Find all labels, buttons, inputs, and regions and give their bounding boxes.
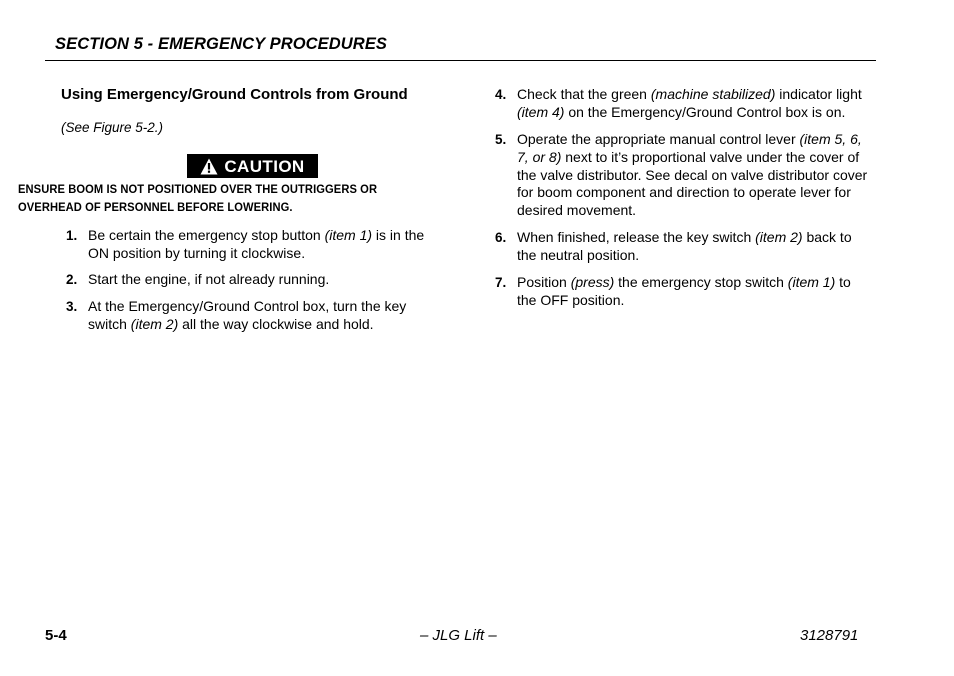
step-text: Check that the green (machine stabilized) indicator light (item 4) on the Emergency/Ground Control box is on. [517, 86, 862, 120]
figure-reference: (See Figure 5-2.) [61, 120, 164, 135]
step-number: 2. [66, 272, 78, 287]
warning-triangle-icon [200, 158, 218, 175]
step-text: Operate the appropriate manual control lever (item 5, 6, 7, or 8) next to it’s proportional valve under the cover of the valve distributor. See decal on valve distributor cover for boom component and direction to operate lever for desired movement. [517, 131, 868, 219]
page-number: 5-4 [45, 627, 67, 644]
caution-badge [187, 154, 318, 178]
caution-label: CAUTION [224, 156, 305, 176]
footer-publisher: – JLG Lift – [420, 627, 497, 644]
step-number: 1. [66, 228, 78, 243]
step-text: When finished, release the key switch (item 2) back to the neutral position. [517, 229, 852, 263]
header-divider [45, 60, 876, 61]
caution-message-line: OVERHEAD OF PERSONNEL BEFORE LOWERING. [18, 199, 293, 214]
step-number: 5. [495, 132, 507, 147]
step-text: At the Emergency/Ground Control box, turn the key switch (item 2) all the way clockwise and hold. [88, 298, 407, 332]
caution-message [18, 181, 459, 216]
document-number: 3128791 [800, 627, 859, 644]
section-heading: Using Emergency/Ground Controls from Ground [61, 86, 408, 103]
step-text: Position (press) the emergency stop switch (item 1) to the OFF position. [517, 274, 851, 308]
step-text: Be certain the emergency stop button (item 1) is in the ON position by turning it clockwise. [88, 227, 425, 261]
step-number: 3. [66, 299, 78, 314]
step-number: 4. [495, 87, 507, 102]
step-number: 7. [495, 275, 507, 290]
step-number: 6. [495, 230, 507, 245]
section-title: SECTION 5 - EMERGENCY PROCEDURES [55, 35, 388, 53]
step-text: Start the engine, if not already running. [88, 271, 330, 287]
caution-message-line: ENSURE BOOM IS NOT POSITIONED OVER THE OUTRIGGERS OR [18, 182, 378, 196]
